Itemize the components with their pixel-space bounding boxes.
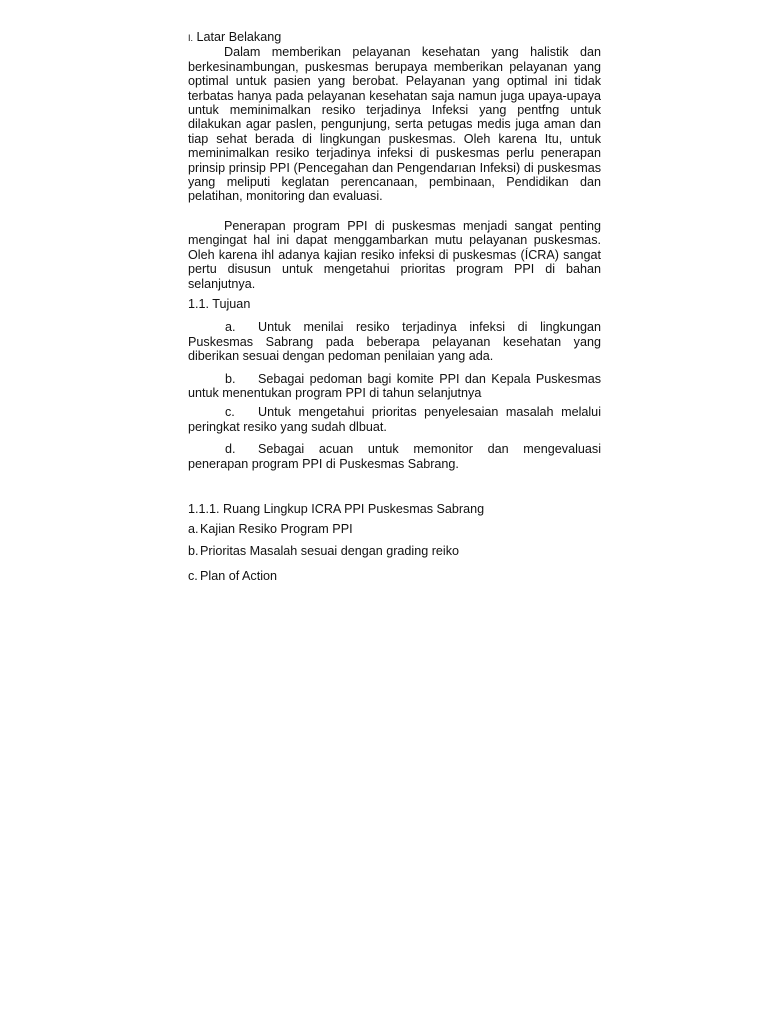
document-page (188, 30, 601, 584)
ruang-lingkup-item-text: Kajian Resiko Program PPI (200, 522, 353, 537)
tujuan-item-text: Sebagai acuan untuk memonitor dan mengevaluasi penerapan program PPI di Puskesmas Sabrang. (188, 442, 601, 471)
ruang-lingkup-item-b (188, 544, 601, 558)
ruang-lingkup-item-a (188, 522, 601, 536)
tujuan-item-d (188, 442, 601, 471)
tujuan-item-label: a. (225, 320, 236, 335)
tujuan-item-label: c. (225, 405, 235, 420)
tujuan-item-text: Untuk mengetahui prioritas penyelesaian masalah melalui peringkat resiko yang sudah dlbuat. (188, 405, 601, 434)
background-paragraph-2: Penerapan program PPI di puskesmas menjadi sangat penting mengingat hal ini dapat menggambarkan mutu pelayanan puskesmas. Oleh karena ihl adanya kajian resiko infeksi di puskesmas (ÍCRA) sangat pertu disusun untuk mengetahui prioritas program PPI di bahan selanjutnya. (188, 218, 601, 291)
ruang-lingkup-item-label: b. (188, 543, 199, 558)
tujuan-item-c (188, 405, 601, 434)
tujuan-item-a (188, 320, 601, 363)
section-numeral: I. (188, 33, 194, 43)
section-heading (188, 30, 601, 45)
tujuan-item-b (188, 372, 601, 401)
ruang-lingkup-heading: 1.1.1. Ruang Lingkup ICRA PPI Puskesmas Sabrang (188, 501, 485, 516)
tujuan-item-label: d. (225, 442, 236, 457)
ruang-lingkup-item-text: Prioritas Masalah sesuai dengan grading reiko (200, 543, 460, 558)
ruang-lingkup-item-text: Plan of Action (200, 569, 278, 584)
tujuan-heading: 1.1. Tujuan (188, 296, 251, 311)
ruang-lingkup-item-label: a. (188, 522, 199, 537)
tujuan-item-text: Untuk menilai resiko terjadinya infeksi di lingkungan Puskesmas Sabrang pada beberapa pelayanan kesehatan yang diberikan sesuai dengan pedoman penilaian yang ada. (188, 320, 601, 364)
tujuan-item-text: Sebagai pedoman bagi komite PPI dan Kepala Puskesmas untuk menentukan program PPI di tahun selanjutnya (188, 371, 601, 400)
background-paragraph-1: Dalam memberikan pelayanan kesehatan yang halistik dan berkesinambungan, puskesmas berupaya memberikan pelayanan yang optimal untuk pasien yang berobat. Pelayanan yang optimal ini tidak terbatas hanya pada pelayanan kesehatan saja namun juga upaya-upaya untuk meminimalkan resiko terjadinya Infeksi yang pentfng untuk dilakukan agar paslen, pengunjung, serta petugas medis juga aman dan tiap sehat berada di lingkungan puskesmas. Oleh karena Itu, untuk meminimalkan resiko terjadinya infeksi di puskesmas perlu penerapan prinsip prinsip PPI (Pencegahan dan Pengendarıan Infeksi) di puskesmas yang meliputi keglatan perencanaan, pembinaan, Pendidikan dan pelatihan, monitoring dan evaluasi. (188, 45, 601, 204)
ruang-lingkup-item-c (188, 569, 601, 583)
section-title: Latar Belakang (196, 30, 282, 44)
ruang-lingkup-item-label: c. (188, 569, 198, 584)
tujuan-item-label: b. (225, 371, 236, 386)
